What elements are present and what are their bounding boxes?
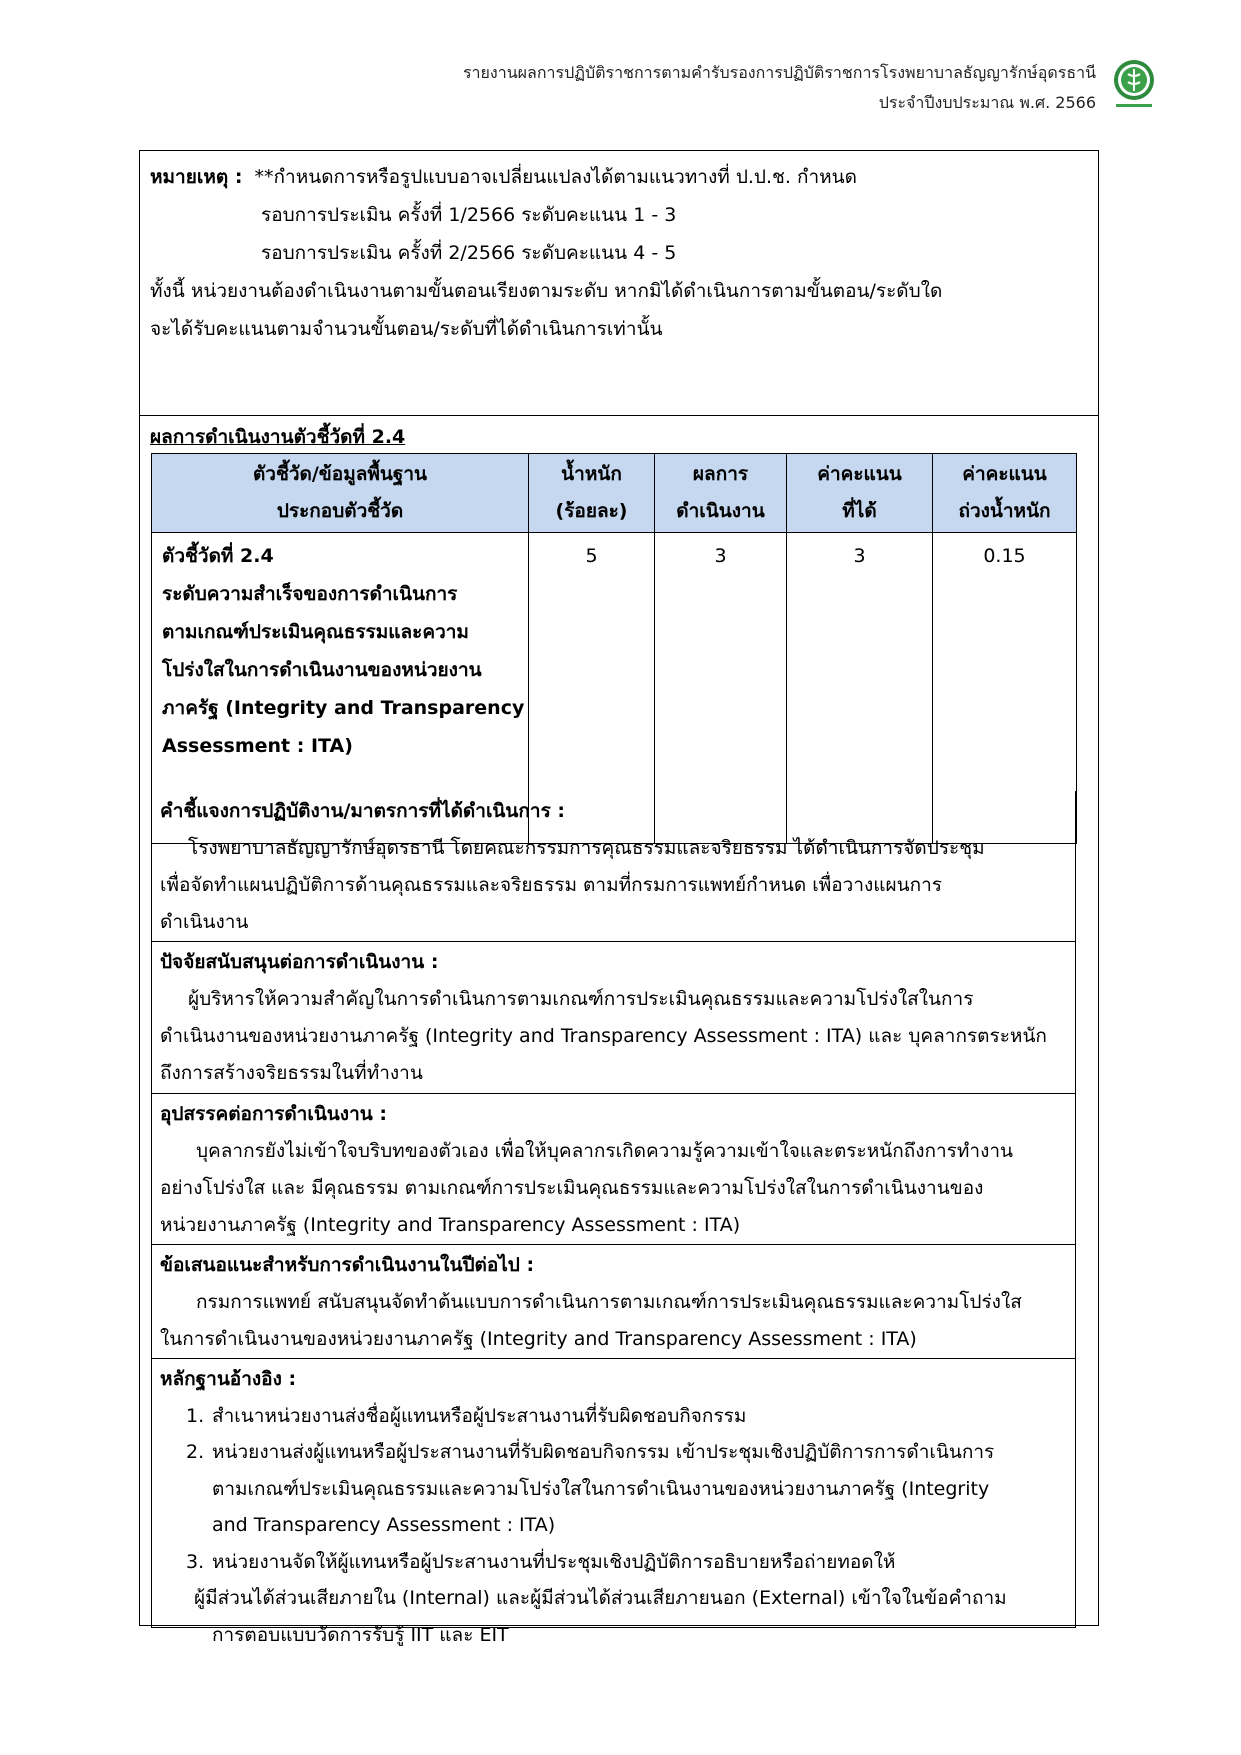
explanation-line: เพื่อจัดทำแผนปฏิบัติการด้านคุณธรรมและจริยธรรม ตามที่กรมการแพทย์กำหนด เพื่อวางแผนการ [160, 874, 943, 896]
explanation-line: ดำเนินงาน [160, 911, 249, 933]
kpi-header-result: ผลการ ดำเนินงาน [655, 454, 787, 533]
section-title: ผลการดำเนินงานตัวชี้วัดที่ 2.4 [150, 426, 406, 448]
section-divider [139, 415, 1099, 416]
list-item: 1. สำเนาหน่วยงานส่งชื่อผู้แทนหรือผู้ประสานงานที่รับผิดชอบกิจกรรม [186, 1404, 747, 1427]
report-header [463, 58, 1096, 118]
kpi-weight-value: 5 [529, 533, 655, 844]
obstacle-line: หน่วยงานภาครัฐ (Integrity and Transparency Assessment : ITA) [160, 1214, 741, 1236]
explanation-line: โรงพยาบาลธัญญารักษ์อุดรธานี โดยคณะกรรมการคุณธรรมและจริยธรรม ได้ดำเนินการจัดประชุม [188, 837, 985, 859]
support-line: ดำเนินงานของหน่วยงานภาครัฐ (Integrity and Transparency Assessment : ITA) และ บุคลากรตระหนัก [160, 1025, 1047, 1047]
evidence-title: หลักฐานอ้างอิง : [160, 1368, 297, 1390]
note-line-5: จะได้รับคะแนนตามจำนวนขั้นตอน/ระดับที่ได้ดำเนินการเท่านั้น [150, 318, 663, 340]
support-line: ผู้บริหารให้ความสำคัญในการดำเนินการตามเกณฑ์การประเมินคุณธรรมและความโปร่งใสในการ [188, 988, 974, 1010]
obstacle-section [151, 1094, 1076, 1245]
obstacle-line: อย่างโปร่งใส และ มีคุณธรรม ตามเกณฑ์การประเมินคุณธรรมและความโปร่งใสในการดำเนินงานของ [160, 1177, 984, 1199]
note-line-1: **กำหนดการหรือรูปแบบอาจเปลี่ยนแปลงได้ตามแนวทางที่ ป.ป.ช. กำหนด [254, 166, 858, 188]
note-line-3: รอบการประเมิน ครั้งที่ 2/2566 ระดับคะแนน 4 - 5 [261, 242, 677, 264]
note-line-4: ทั้งนี้ หน่วยงานต้องดำเนินงานตามขั้นตอนเรียงตามระดับ หากมิได้ดำเนินการตามขั้นตอน/ระดับใด [150, 280, 943, 302]
kpi-score-value: 3 [787, 533, 933, 844]
list-item: 3. หน่วยงานจัดให้ผู้แทนหรือผู้ประสานงานที่ประชุมเชิงปฏิบัติการอธิบายหรือถ่ายทอดให้ ผู้มีส่วนได้ส่วนเสียภายใน (Internal) และผู้มีส่วนได้ส่วนเสียภายนอก (External) เข้าใจในข้อคำถาม การตอบแบบวัดการรับรู้ IIT และ EIT [186, 1550, 1007, 1646]
obstacle-title: อุปสรรคต่อการดำเนินงาน : [160, 1103, 387, 1125]
kpi-table-header-row [152, 454, 1077, 533]
kpi-header-weighted-score: ค่าคะแนน ถ่วงน้ำหนัก [933, 454, 1077, 533]
support-section [151, 942, 1076, 1094]
obstacle-line: บุคลากรยังไม่เข้าใจบริบทของตัวเอง เพื่อให้บุคลากรเกิดความรู้ความเข้าใจและตระหนักถึงการทำงาน [196, 1140, 1014, 1162]
kpi-header-weight: น้ำหนัก (ร้อยละ) [529, 454, 655, 533]
note-label: หมายเหตุ : [150, 166, 243, 188]
kpi-result-value: 3 [655, 533, 787, 844]
suggestion-line: กรมการแพทย์ สนับสนุนจัดทำต้นแบบการดำเนินการตามเกณฑ์การประเมินคุณธรรมและความโปร่งใส [196, 1291, 1022, 1313]
note-line-2: รอบการประเมิน ครั้งที่ 1/2566 ระดับคะแนน 1 - 3 [261, 204, 677, 226]
evidence-section [151, 1359, 1076, 1646]
support-line: ถึงการสร้างจริยธรรมในที่ทำงาน [160, 1062, 423, 1084]
note-section [150, 158, 1090, 348]
support-title: ปัจจัยสนับสนุนต่อการดำเนินงาน : [160, 951, 439, 973]
kpi-weighted-score-value: 0.15 [933, 533, 1077, 844]
suggestion-section [151, 1245, 1076, 1359]
suggestion-line: ในการดำเนินงานของหน่วยงานภาครัฐ (Integrity and Transparency Assessment : ITA) [160, 1328, 917, 1350]
list-item: 2. หน่วยงานส่งผู้แทนหรือผู้ประสานงานที่รับผิดชอบกิจกรรม เข้าประชุมเชิงปฏิบัติการการดำเนินการ ตามเกณฑ์ประเมินคุณธรรมและความโปร่งใสในการดำเนินงานของหน่วยงานภาครัฐ (Integrity and Transparency Assessment : ITA) [186, 1441, 995, 1536]
report-header-title: รายงานผลการปฏิบัติราชการตามคำรับรองการปฏิบัติราชการโรงพยาบาลธัญญารักษ์อุดรธานี [462, 63, 1096, 82]
kpi-header-score: ค่าคะแนน ที่ได้ [787, 454, 933, 533]
evidence-list [160, 1398, 1067, 1654]
ministry-logo-icon [1110, 58, 1158, 112]
kpi-header-indicator: ตัวชี้วัด/ข้อมูลพื้นฐาน ประกอบตัวชี้วัด [152, 454, 529, 533]
kpi-table [151, 453, 1077, 844]
suggestion-title: ข้อเสนอแนะสำหรับการดำเนินงานในปีต่อไป : [160, 1254, 535, 1276]
explanation-title: คำชี้แจงการปฏิบัติงาน/มาตรการที่ได้ดำเนินการ : [160, 800, 566, 822]
kpi-indicator-name: ตัวชี้วัดที่ 2.4 ระดับความสำเร็จของการดำเนินการ ตามเกณฑ์ประเมินคุณธรรมและความ โปร่งใสในการดำเนินงานของหน่วยงาน ภาครัฐ (Integrity and Transparency Assessment : ITA) [152, 533, 529, 844]
report-header-fiscal-year: ประจำปีงบประมาณ พ.ศ. 2566 [878, 93, 1096, 112]
explanation-section [151, 791, 1076, 942]
